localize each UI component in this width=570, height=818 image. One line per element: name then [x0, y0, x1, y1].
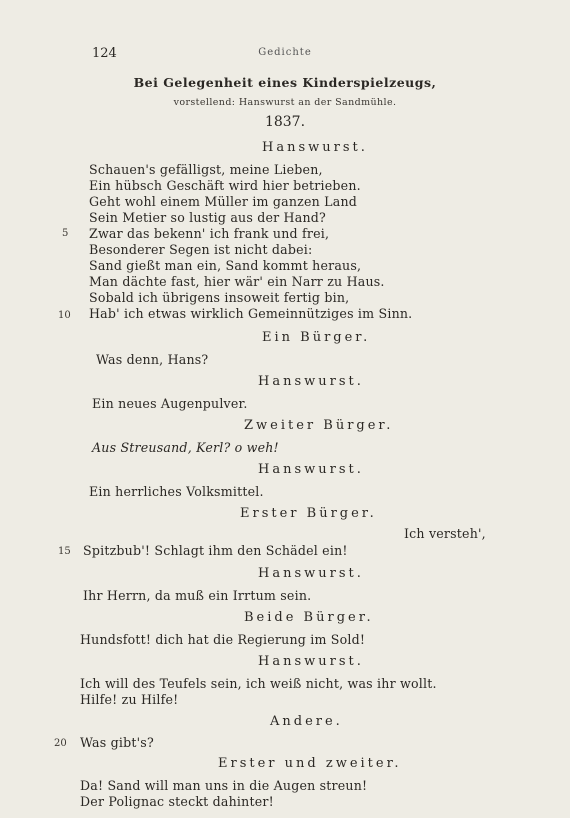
verse-line: Ihr Herrn, da muß ein Irrtum sein.: [83, 588, 312, 603]
verse-line: Sobald ich übrigens insoweit fertig bin,: [89, 290, 350, 305]
verse-line: Man dächte fast, hier wär' ein Narr zu Haus.: [89, 274, 385, 289]
verse-line: Hundsfott! dich hat die Regierung im Sold!: [80, 632, 366, 647]
verse-line: Sein Metier so lustig aus der Hand?: [89, 210, 326, 225]
poem-year: 1837.: [264, 114, 306, 130]
speaker-andere: Andere.: [270, 714, 343, 729]
line-number: 15: [58, 546, 71, 557]
speaker-beide-buerger: Beide Bürger.: [244, 610, 374, 625]
speaker-erster-und-zweiter: Erster und zweiter.: [218, 756, 402, 771]
verse-line: Der Polignac steckt dahinter!: [80, 794, 274, 809]
verse-line: Spitzbub'! Schlagt ihm den Schädel ein!: [83, 543, 348, 558]
speaker-hanswurst: Hanswurst.: [258, 462, 364, 477]
verse-line: Ein hübsch Geschäft wird hier betrieben.: [89, 178, 361, 193]
verse-line: Sand gießt man ein, Sand kommt heraus,: [89, 258, 362, 273]
speaker-erster-buerger: Erster Bürger.: [240, 506, 377, 521]
verse-line: Ein herrliches Volksmittel.: [89, 484, 264, 499]
verse-line: Ich versteh',: [404, 526, 486, 541]
running-title: Gedichte: [258, 47, 312, 58]
verse-line: Was gibt's?: [80, 735, 154, 750]
line-number: 10: [58, 310, 71, 321]
speaker-hanswurst: Hanswurst.: [258, 566, 364, 581]
verse-line: Besonderer Segen ist nicht dabei:: [89, 242, 313, 257]
verse-line: Hab' ich etwas wirklich Gemeinnütziges im Sinn.: [89, 306, 413, 321]
poem-title: Bei Gelegenheit eines Kinderspielzeugs,: [133, 75, 437, 90]
line-number: 20: [54, 738, 67, 749]
verse-line: Ein neues Augenpulver.: [92, 396, 248, 411]
page-number: 124: [92, 46, 117, 61]
verse-line: Aus Streusand, Kerl? o weh!: [92, 440, 279, 455]
speaker-zweiter-buerger: Zweiter Bürger.: [244, 418, 394, 433]
speaker-hanswurst: Hanswurst.: [258, 654, 364, 669]
speaker-hanswurst: Hanswurst.: [258, 374, 364, 389]
verse-line: Da! Sand will man uns in die Augen streun!: [80, 778, 368, 793]
verse-line: Schauen's gefälligst, meine Lieben,: [89, 162, 323, 177]
verse-line: Hilfe! zu Hilfe!: [80, 692, 179, 707]
speaker-ein-buerger: Ein Bürger.: [262, 330, 371, 345]
verse-line: Ich will des Teufels sein, ich weiß nicht, was ihr wollt.: [80, 676, 437, 691]
verse-line: Geht wohl einem Müller im ganzen Land: [89, 194, 358, 209]
speaker-hanswurst: Hanswurst.: [262, 140, 368, 155]
line-number: 5: [62, 228, 69, 239]
verse-line: Zwar das bekenn' ich frank und frei,: [89, 226, 330, 241]
poem-subtitle: vorstellend: Hanswurst an der Sandmühle.: [173, 97, 397, 108]
verse-line: Was denn, Hans?: [96, 352, 209, 367]
